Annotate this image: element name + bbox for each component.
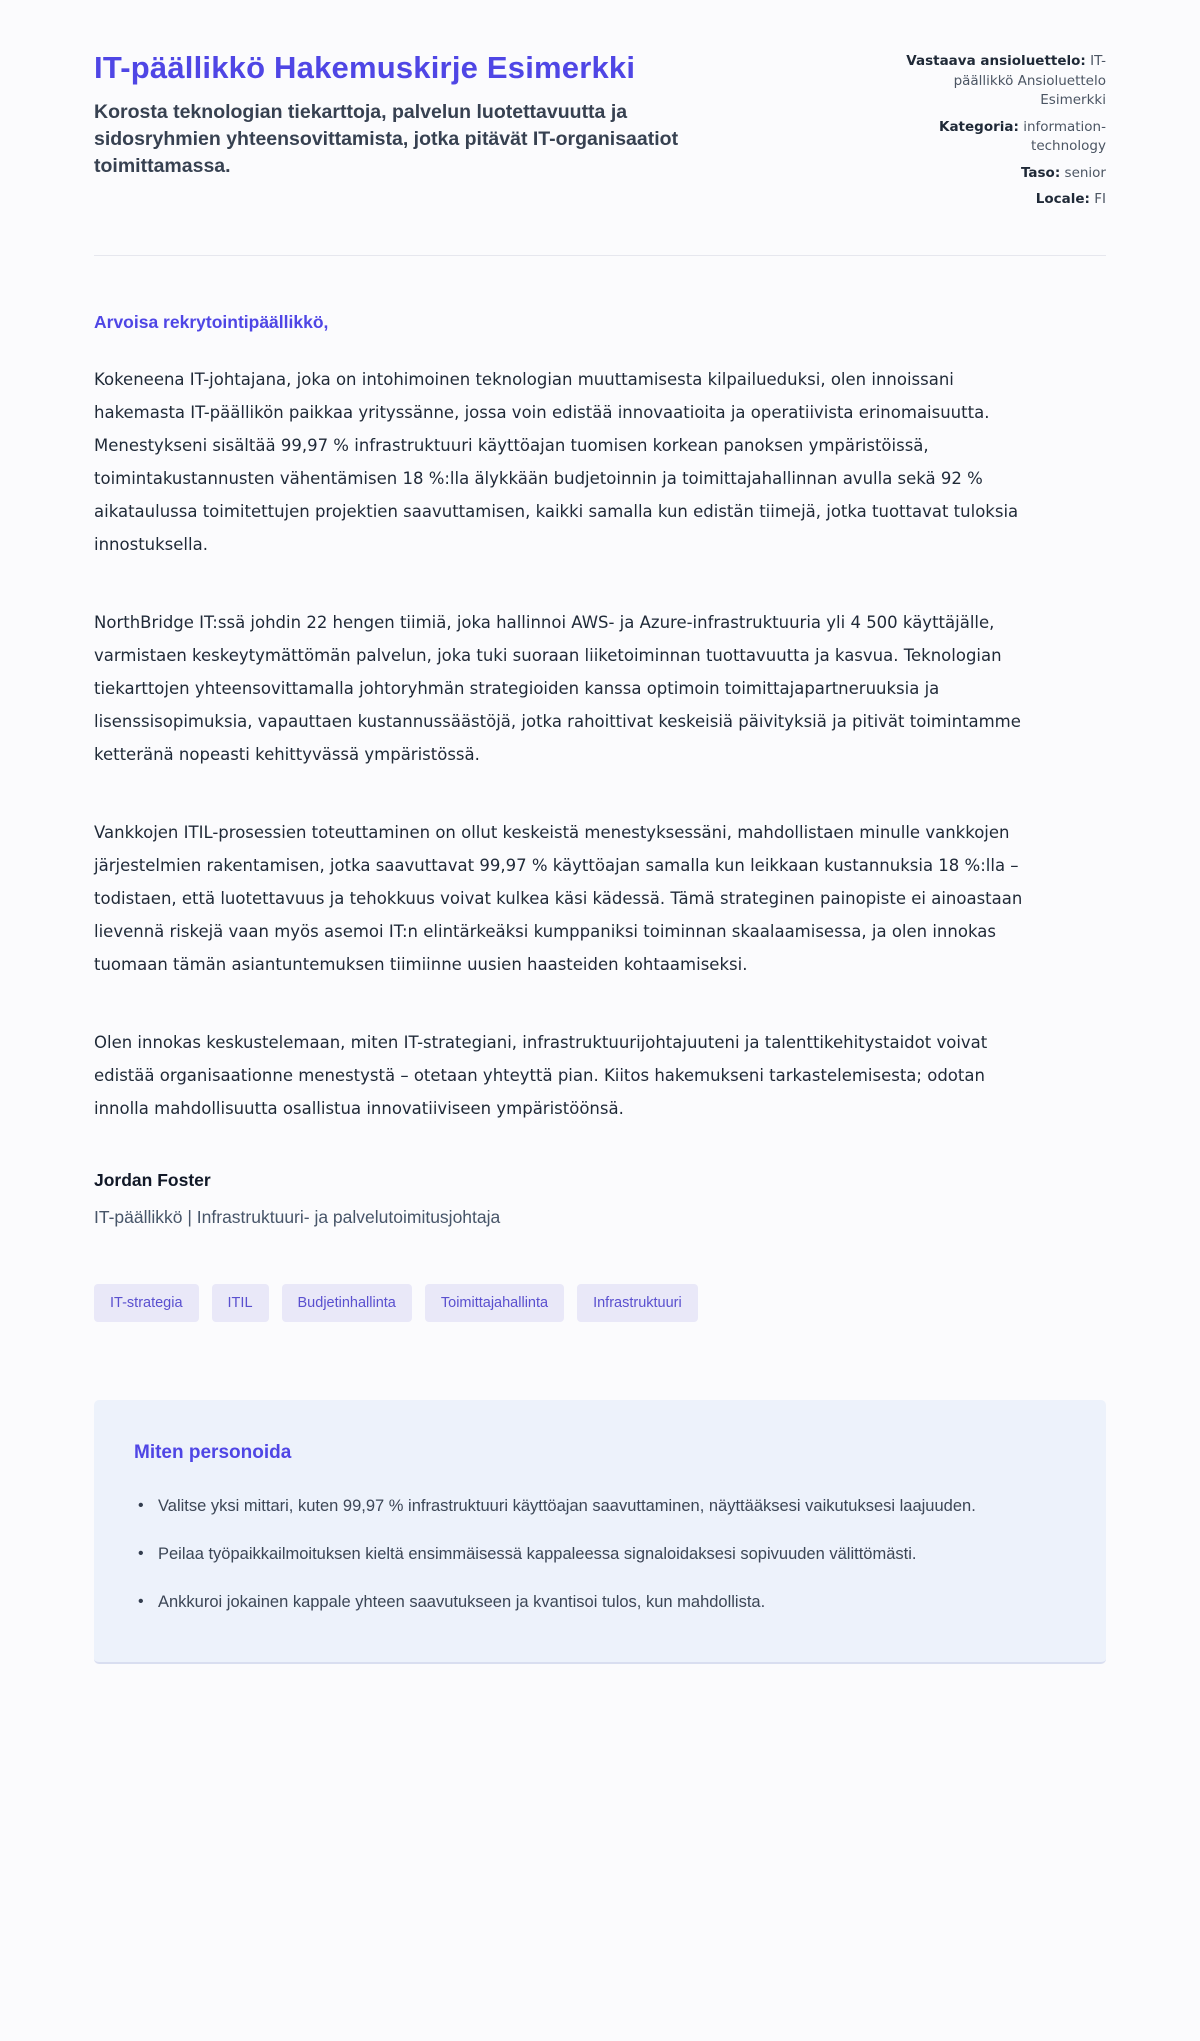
signature-block (94, 1170, 1106, 1228)
tag-chip-it-strategia[interactable]: IT-strategia (94, 1284, 199, 1322)
skill-tags-row (94, 1284, 1106, 1322)
meta-label: Kategoria: (938, 118, 1019, 135)
tip-item: • Valitse yksi mittari, kuten 99,97 % infrastruktuuri käyttöajan saavuttaminen, näyttääksesi vaikutuksesi laajuuden. (134, 1490, 994, 1522)
meta-value: information-technology (1023, 118, 1106, 155)
tag-chip-itil[interactable]: ITIL (212, 1284, 269, 1322)
personalization-tips-box (94, 1400, 1106, 1665)
tips-list (134, 1490, 1066, 1619)
tag-chip-toimittajahallinta[interactable]: Toimittajahallinta (425, 1284, 564, 1322)
meta-value: IT-päällikkö Ansioluettelo Esimerkki (953, 53, 1106, 109)
meta-value: senior (1064, 164, 1106, 181)
meta-value: FI (1094, 191, 1106, 208)
letter-greeting: Arvoisa rekrytointipäällikkö, (94, 311, 329, 332)
meta-label: Vastaava ansioluettelo: (906, 53, 1086, 69)
tag-chip-budjetinhallinta[interactable]: Budjetinhallinta (282, 1284, 412, 1322)
signature-role: IT-päällikkö | Infrastruktuuri- ja palvelutoimitusjohtaja (94, 1206, 501, 1227)
page-container (94, 48, 1106, 1664)
header-title-block (94, 48, 754, 180)
meta-item-category (886, 118, 1106, 157)
meta-item-matching-resume (886, 52, 1106, 111)
letter-paragraph: Olen innokas keskustelemaan, miten IT-strategiani, infrastruktuurijohtajuuteni ja talenttikehitystaidot voivat edistää organisaationne menestystä – otetaan yhteyttä pian. Kiitos hakemukseni tarkastelemisesta; odotan innolla mahdollisuutta osallistua innovatiiviseen ympäristöönsä. (94, 1032, 988, 1118)
letter-paragraph: Kokeneena IT-johtajana, joka on intohimoinen teknologian muuttamisesta kilpailueduksi, olen innoissani hakemasta IT-päällikön paikkaa yrityssänne, jossa voin edistää innovaatioita ja operatiivista erinomaisuutta. Menestykseni sisältää 99,97 % infrastruktuuri käyttöajan tuomisen korkean panoksen ympäristöissä, toimintakustannusten vähentämisen 18 %:lla älykkään budjetoinnin ja toimittajahallinnan avulla sekä 92 % aikataulussa toimitettujen projektien saavuttamisen, kaikki samalla kun edistän tiimejä, jotka tuottavat tuloksia innostuksella. (94, 369, 1019, 554)
letter-paragraph: NorthBridge IT:ssä johdin 22 hengen tiimiä, joka hallinnoi AWS- ja Azure-infrastruktuuria yli 4 500 käyttäjälle, varmistaen keskeytymättömän palvelun, joka tuki suoraan liiketoiminnan tuottavuutta ja kasvua. Teknologian tiekarttojen yhteensovittamalla johtoryhmän strategioiden kanssa optimoin toimittajapartneruuksia ja lisenssisopimuksia, vapauttaen kustannussäästöjä, jotka rahoittivat keskeisiä päivityksiä ja pitivät toimintamme ketteränä nopeasti kehittyvässä ympäristössä. (94, 612, 1021, 764)
page-subtitle: Korosta teknologian tiekarttoja, palvelun luotettavuutta ja sidosryhmien yhteensovittamista, jotka pitävät IT-organisaatiot toimittamassa. (94, 101, 679, 177)
cover-letter-body (94, 312, 1106, 1228)
tag-chip-infrastruktuuri[interactable]: Infrastruktuuri (577, 1284, 698, 1322)
letter-paragraph: Vankkojen ITIL-prosessien toteuttaminen on ollut keskeistä menestyksessäni, mahdollistaen minulle vankkojen järjestelmien rakentamisen, jotka saavuttavat 99,97 % käyttöajan samalla kun leikkaan kustannuksia 18 %:lla – todistaen, että luotettavuus ja tehokkuus voivat kulkea käsi kädessä. Tämä strateginen painopiste ei ainoastaan lievennä riskejä vaan myös asemoi IT:n elintärkeäksi kumppaniksi toiminnan skaalaamisessa, ja olen innokas tuomaan tämän asiantuntemuksen tiimiinne uusien haasteiden kohtaamiseksi. (94, 822, 1023, 974)
page-header (94, 48, 1106, 256)
tip-item: • Ankkuroi jokainen kappale yhteen saavutukseen ja kvantisoi tulos, kun mahdollista. (134, 1586, 994, 1618)
meta-label: Taso: (1020, 164, 1061, 181)
meta-label: Locale: (1035, 191, 1090, 208)
meta-item-level (886, 164, 1106, 184)
meta-item-locale (886, 190, 1106, 210)
page-title: IT-päällikkö Hakemuskirje Esimerkki (94, 50, 636, 85)
tip-item: • Peilaa työpaikkailmoituksen kieltä ensimmäisessä kappaleessa signaloidaksesi sopivuuden välittömästi. (134, 1538, 994, 1570)
header-meta-block (886, 48, 1106, 217)
tips-title: Miten personoida (134, 1441, 292, 1463)
signature-name: Jordan Foster (94, 1169, 211, 1190)
